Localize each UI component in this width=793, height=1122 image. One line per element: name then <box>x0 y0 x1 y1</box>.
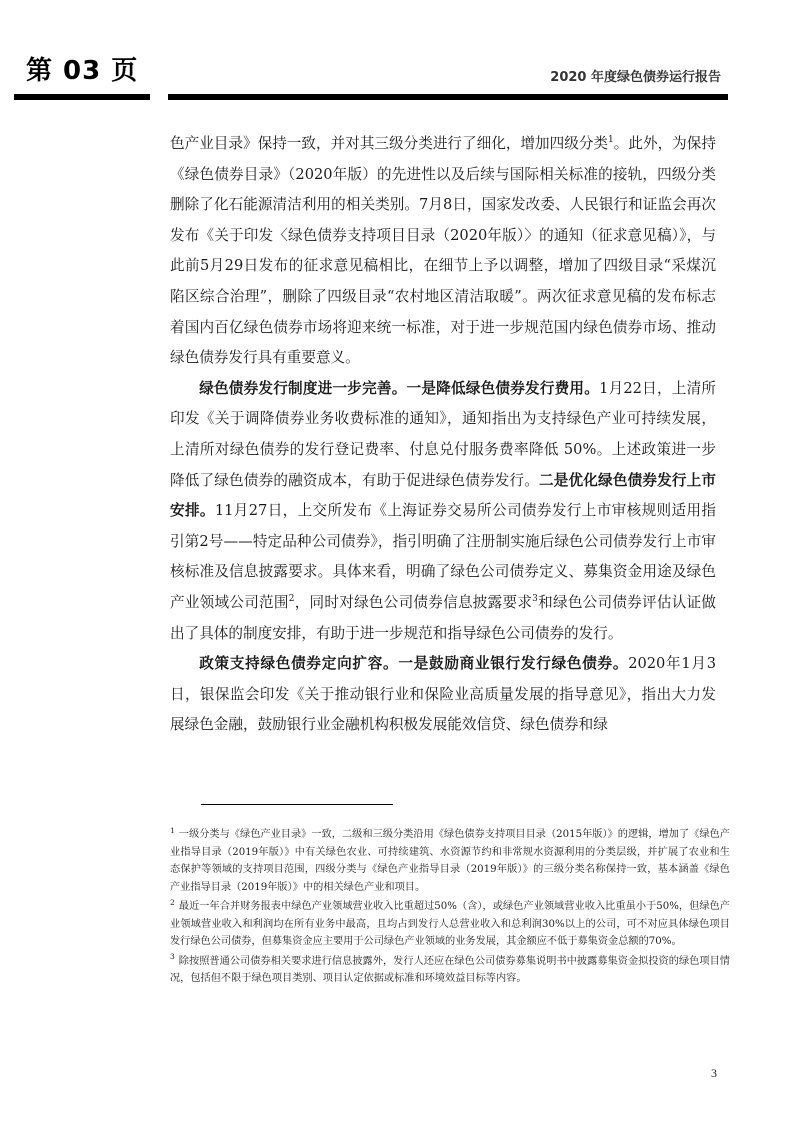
footnote-ref-1: 1 <box>608 135 614 146</box>
paragraph-3-text: 2020年1月3日，银保监会印发《关于推动银行业和保险业高质量发展的指导意见》，指出大力发展绿色金融，鼓励银行业金融机构积极发展能效信贷、绿色债券和绿 <box>170 655 716 734</box>
paragraph-2 <box>170 374 716 649</box>
footnote-2 <box>170 898 730 951</box>
footnote-1-text: 一级分类与《绿色产业目录》一致，二级和三级分类沿用《绿色债券支持项目目录（2015年版）》的逻辑，增加了《绿色产业指导目录（2019年版）》中有关绿色农业、可持续建筑、水资源节约和非常规水资源利用的分类层级，并扩展了农业和生态保护等领域的支持项目范围，四级分类与《绿色产业指导目录（2019年版）》的三级分类名称保持一致，基本涵盖《绿色产业指导目录（2019年版）》中的相关绿色产业和项目。 <box>170 829 730 893</box>
footnote-1 <box>170 826 730 896</box>
footnote-1-number: 1 <box>170 825 175 835</box>
body-text <box>170 129 716 741</box>
footnote-3-number: 3 <box>170 952 175 962</box>
paragraph-1-text-a: 色产业目录》保持一致，并对其三级分类进行了细化，增加四级分类 <box>170 135 609 152</box>
footnote-ref-2: 2 <box>288 594 295 605</box>
page-label: 第 03 页 <box>26 56 139 86</box>
paragraph-2-text-b: 11月27日，上交所发布《上海证券交易所公司债券发行上市审核规则适用指引第2号——特定品种公司债券》，指引明确了注册制实施后绿色公司债券发行上市审核标准及信息披露要求。具体来看，明确了绿色公司债券定义、募集资金用途及绿色产业领域公司范围 <box>170 502 716 611</box>
footnote-2-text: 最近一年合并财务报表中绿色产业领域营业收入比重超过50%（含），或绿色产业领域营业收入比重虽小于50%，但绿色产业领域营业收入和利润均在所有业务中最高，且均占到发行人总营业收入和总利润30%以上的公司，可不对应具体绿色项目发行绿色公司债券，但募集资金应主要用于公司绿色产业领域的业务发展，其金额应不低于募集资金总额的70%。 <box>170 901 730 947</box>
paragraph-3 <box>170 649 716 741</box>
footnote-3-text: 除按照普通公司债券相关要求进行信息披露外，发行人还应在绿色公司债券募集说明书中披露募集资金拟投资的绿色项目情况，包括但不限于绿色项目类别、项目认定依据或标准和环境效益目标等内容。 <box>170 955 730 984</box>
footnotes <box>170 826 730 990</box>
paragraph-1 <box>170 129 716 374</box>
footnote-ref-3: 3 <box>532 594 538 605</box>
header-rule-left <box>14 94 150 100</box>
footnote-divider <box>201 804 393 805</box>
paragraph-2-text-d: 和绿色公司债券评估认证做出了具体的制度安排，有助于进一步规范和指导绿色公司债券的发行。 <box>170 593 716 642</box>
report-title: 2020 年度绿色债券运行报告 <box>550 70 721 85</box>
paragraph-2-lead-2: 二是优化绿色债券发行上市安排。 <box>170 471 716 520</box>
paragraph-2-text-a: 1月22日，上清所印发《关于调降债券业务收费标准的通知》，通知指出为支持绿色产业可持续发展，上清所对绿色债券的发行登记费率、付息兑付服务费率降低 50%。上述政策进一步降低了绿色债券的融资成本，有助于促进绿色债券发行。 <box>170 379 716 489</box>
paragraph-2-text-c: ，同时对绿色公司债券信息披露要求 <box>294 593 533 611</box>
paragraph-1-text-b: 。此外，为保持《绿色债券目录》（2020年版）的先进性以及后续与国际相关标准的接轨，四级分类删除了化石能源清洁利用的相关类别。7月8日，国家发改委、人民银行和证监会再次发布《关于印发〈绿色债券支持项目目录（2020年版）〉的通知（征求意见稿）》，与此前5月29日发布的征求意见稿相比，在细节上予以调整，增加了四级目录“采煤沉陷区综合治理”，删除了四级目录“农村地区清洁取暖”。两次征求意见稿的发布标志着国内百亿绿色债券市场将迎来统一标准，对于进一步规范国内绿色债券市场、推动绿色债券发行具有重要意义。 <box>170 135 716 367</box>
paragraph-2-lead: 绿色债券发行制度进一步完善。一是降低绿色债券发行费用。 <box>199 379 600 397</box>
footnote-2-number: 2 <box>170 897 175 907</box>
header-rule-right <box>168 94 728 100</box>
paragraph-3-lead: 政策支持绿色债券定向扩容。一是鼓励商业银行发行绿色债券。 <box>199 655 629 673</box>
footnote-3 <box>170 953 730 988</box>
page-number: 3 <box>711 1066 717 1080</box>
